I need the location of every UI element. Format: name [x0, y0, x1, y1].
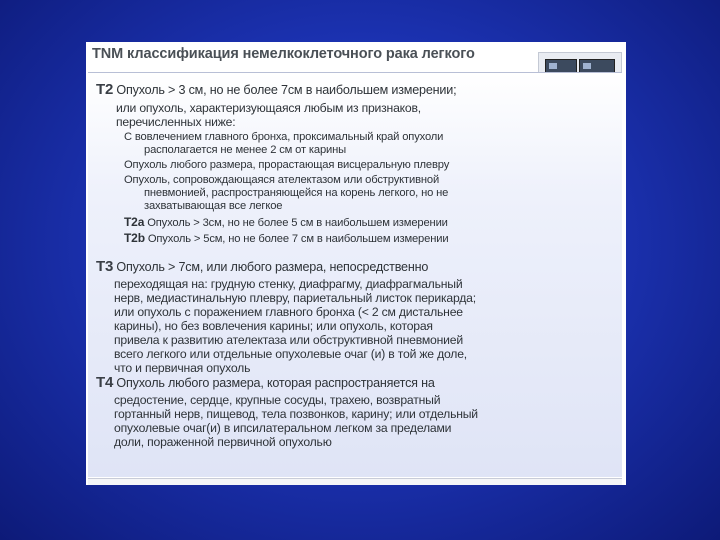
t2-sub-3c: захватывающая все легкое	[144, 200, 283, 212]
t3-line-1	[96, 260, 428, 274]
t4-label: T4	[96, 374, 114, 391]
t2a-label: T2a	[124, 215, 145, 229]
t4-line-3: гортанный нерв, пищевод, тела позвонков, карину; или отдельный	[114, 407, 478, 421]
t2a-line	[124, 216, 448, 230]
t3-line-2: переходящая на: грудную стенку, диафрагму, диафрагмальный	[114, 277, 463, 291]
slide-title: TNM классификация немелкоклеточного рака легкого	[92, 46, 475, 62]
t3-line-7: всего легкого или отдельные опухолевые очаг (и) в той же доле,	[114, 347, 467, 361]
t3-line-8: что и первичная опухоль	[114, 361, 251, 375]
t2a-text: Опухоль > 3см, но не более 5 см в наибольшем измерении	[144, 217, 448, 229]
t2b-text: Опухоль > 5см, но не более 7 см в наибольшем измерении	[144, 233, 449, 245]
content-area	[88, 72, 622, 477]
t4-line-1-text: Опухоль любого размера, которая распространяется на	[113, 376, 435, 390]
t4-line-1	[96, 376, 435, 390]
t2-line-3: перечисленных ниже:	[116, 115, 236, 129]
slide-footer-bar	[88, 478, 622, 485]
t2-sub-1b: располагается не менее 2 см от карины	[144, 144, 347, 156]
t2-label: T2	[96, 81, 114, 98]
t3-line-3: нерв, медиастинальную плевру, париетальный листок перикарда;	[114, 291, 476, 305]
t3-line-4: или опухоль с поражением главного бронха (< 2 см дистальнее	[114, 305, 463, 319]
t4-line-5: доли, пораженной первичной опухолью	[114, 435, 332, 449]
t3-label: T3	[96, 258, 114, 275]
t3-line-5: карины), но без вовлечения карины; или опухоль, которая	[114, 319, 433, 333]
t2-sub-1a: С вовлечением главного бронха, проксимальный край опухоли	[124, 131, 444, 143]
t2-line-2: или опухоль, характеризующаяся любым из признаков,	[116, 101, 421, 115]
t3-line-6: привела к развитию ателектаза или обструктивной пневмонией	[114, 333, 463, 347]
t4-line-2: средостение, сердце, крупные сосуды, трахею, возвратный	[114, 393, 441, 407]
t4-line-4: опухолевые очаг(и) в ипсилатеральном легком за пределами	[114, 421, 452, 435]
t2-line-1-text: Опухоль > 3 см, но не более 7см в наибольшем измерении;	[113, 83, 457, 97]
slide	[86, 42, 626, 485]
t2-line-1	[96, 83, 456, 97]
t2-sub-3a: Опухоль, сопровождающаяся ателектазом или обструктивной	[124, 174, 440, 186]
t2b-label: T2b	[124, 231, 145, 245]
t2-sub-2: Опухоль любого размера, прорастающая висцеральную плевру	[124, 159, 450, 171]
t3-line-1-text: Опухоль > 7см, или любого размера, непосредственно	[113, 260, 429, 274]
t2b-line	[124, 232, 448, 246]
t2-sub-3b: пневмонией, распространяющейся на корень легкого, но не	[144, 187, 449, 199]
